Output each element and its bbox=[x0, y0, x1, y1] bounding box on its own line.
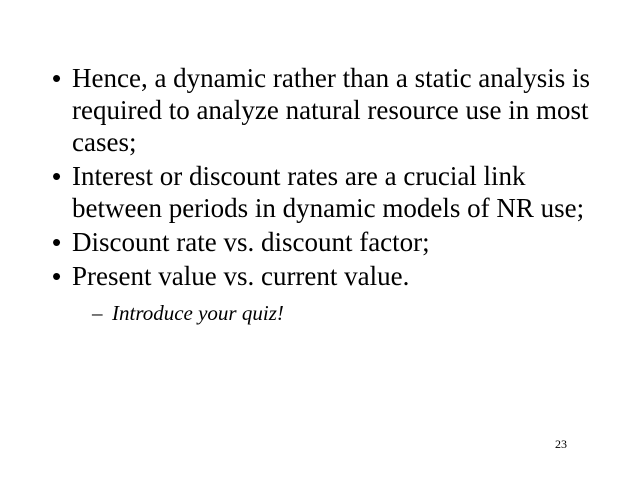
bullet-item bbox=[52, 62, 592, 158]
bullet-list bbox=[52, 62, 592, 328]
bullet-text: Hence, a dynamic rather than a static analysis is required to analyze natural resource use in most cases; bbox=[72, 63, 591, 157]
sub-bullet-item bbox=[72, 300, 592, 326]
bullet-text: Present value vs. current value. bbox=[72, 261, 410, 291]
bullet-item bbox=[52, 226, 592, 258]
bullet-marker: • bbox=[52, 227, 62, 257]
bullet-marker: • bbox=[52, 161, 62, 191]
bullet-marker: • bbox=[52, 63, 62, 93]
bullet-text: Discount rate vs. discount factor; bbox=[72, 227, 430, 257]
sub-bullet-text: Introduce your quiz! bbox=[112, 301, 284, 325]
bullet-item bbox=[52, 260, 592, 326]
bullet-text: Interest or discount rates are a crucial link between periods in dynamic models of NR use; bbox=[72, 161, 585, 223]
sub-bullet-marker: – bbox=[92, 301, 103, 325]
bullet-marker: • bbox=[52, 261, 62, 291]
page-number: 23 bbox=[555, 437, 567, 451]
bullet-item bbox=[52, 160, 592, 224]
